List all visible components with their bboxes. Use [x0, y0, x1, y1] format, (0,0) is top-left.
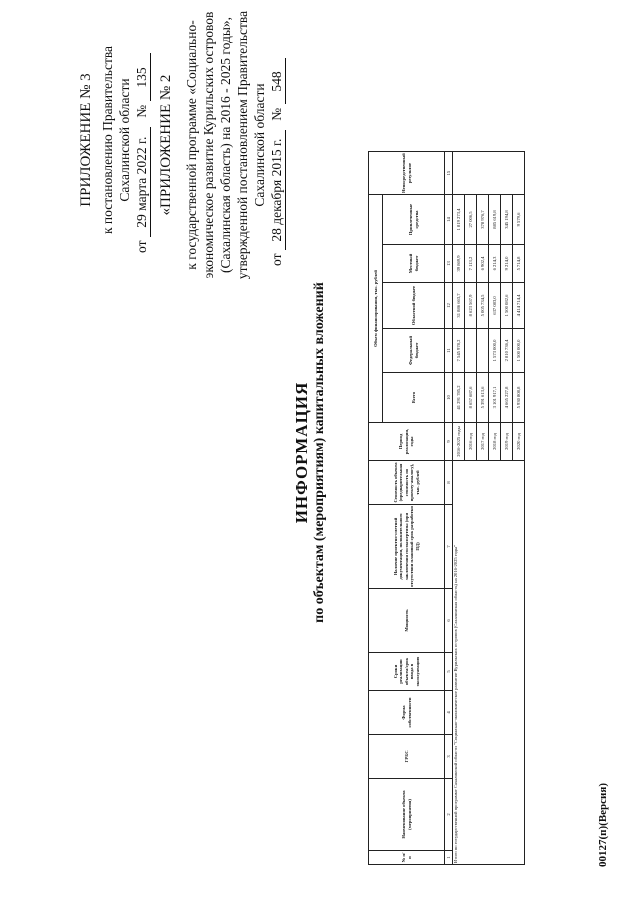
appendix-old-date: 28 декабря 2015 г.: [268, 130, 286, 250]
appendix-new-date: 29 марта 2022 г.: [133, 127, 151, 237]
row-private: 1 819 273,4: [453, 195, 465, 245]
row-local: 7 113,2: [465, 245, 477, 283]
col-number: 10: [445, 373, 453, 423]
row-private: 378 976,7: [477, 195, 489, 245]
row-regional: 1 500 082,6: [501, 283, 513, 329]
appendix-new-block: [78, 15, 151, 265]
row-local: 6 902,4: [477, 245, 489, 283]
row-total: 4 665 227,8: [501, 373, 513, 423]
row-regional: 5 005 734,5: [477, 283, 489, 329]
row-local: 39 869,9: [453, 245, 465, 283]
row-federal: 1 500 000,0: [513, 329, 525, 373]
appendix-old-line: Сахалинской области: [252, 83, 267, 207]
appendix-new-line2: Сахалинской области: [117, 78, 132, 202]
row-total: 5 930 808,8: [513, 373, 525, 423]
header-capacity: Мощность: [369, 589, 445, 653]
col-number: 3: [445, 735, 453, 779]
col-number: 15: [445, 152, 453, 195]
document-version-footnote: 00127(п)(Версия): [597, 783, 609, 867]
header-local: Местный бюджет: [383, 245, 445, 283]
row-total: 41 291 785,2: [453, 373, 465, 423]
col-number: 11: [445, 329, 453, 373]
appendix-old-from: от: [269, 253, 284, 266]
appendix-old-title: «ПРИЛОЖЕНИЕ № 2: [158, 74, 174, 216]
row-regional: 637 083,0: [489, 283, 501, 329]
row-period: 2016 год: [465, 423, 477, 461]
appendix-old-number: 548: [268, 59, 286, 105]
col-number: 4: [445, 691, 453, 735]
row-federal: [477, 329, 489, 373]
appendix-new-line1: к постановлению Правительства: [100, 45, 115, 235]
document-subtitle: по объектам (мероприятиям) капитальных вложений: [312, 282, 327, 623]
appendix-old-block: [158, 0, 286, 290]
header-regional: Областной бюджет: [383, 283, 445, 329]
header-result: Непосредственный результат: [369, 152, 445, 195]
header-terms: Сроки реализации объекта/срок ввода в эксплуатацию: [369, 653, 445, 691]
appendix-old-no: №: [269, 107, 284, 121]
row-private: 885 619,8: [489, 195, 501, 245]
header-period: Период реализации, годы: [369, 423, 445, 461]
col-number: 14: [445, 195, 453, 245]
appendix-new-number: 135: [133, 54, 151, 102]
program-total-label: Итого по государственной программе Сахалинской области "Социально-экономическое развитие Курильских островов (Сахалинская область) на 2016-2025 годы": [453, 461, 525, 865]
header-total: Всего: [383, 373, 445, 423]
row-private: 27 006,5: [465, 195, 477, 245]
row-period: 2019 год: [501, 423, 513, 461]
header-private: Привлеченные средства: [383, 195, 445, 245]
appendix-new-from: от: [134, 240, 149, 253]
header-federal: Федеральный бюджет: [383, 329, 445, 373]
row-period: 2020 год: [513, 423, 525, 461]
col-number: 2: [445, 779, 453, 851]
row-local: 9 214,0: [501, 245, 513, 283]
row-total: 5 391 613,6: [477, 373, 489, 423]
row-private: 9 579,6: [513, 195, 525, 245]
header-name: Наименование объекта (мероприятия): [369, 779, 445, 851]
row-period: 2016-2025 годы: [453, 423, 465, 461]
col-number: 9: [445, 423, 453, 461]
appendix-old-line: к государственной программе «Социально-: [184, 20, 199, 270]
header-design-docs: Наличие проектно-сметной документации, положительного заключения госэкспертизы (при отсутствии плановый срок разработки ПД): [369, 505, 445, 589]
header-grbs: ГРБС: [369, 735, 445, 779]
header-num: № п/п: [369, 851, 445, 865]
column-number-row: [445, 152, 453, 865]
row-result: [453, 152, 525, 195]
row-total: 8 657 687,6: [465, 373, 477, 423]
appendix-old-line: (Сахалинская область) на 2016 - 2025 годы»,: [218, 16, 233, 274]
row-federal: 2 810 736,4: [501, 329, 513, 373]
header-cost: Стоимость объекта (предварительная стоимость по проекту-аналогу), тыс. рублей: [369, 461, 445, 505]
col-number: 8: [445, 461, 453, 505]
row-federal: 7 545 978,2: [453, 329, 465, 373]
appendix-old-line: экономическое развитие Курильских островов: [201, 11, 216, 279]
row-local: 6 214,3: [489, 245, 501, 283]
row-regional: 4 414 714,4: [513, 283, 525, 329]
row-federal: 1 573 000,0: [489, 329, 501, 373]
header-funding-group: Объем финансирования, тыс. рублей: [369, 195, 383, 423]
row-private: 345 194,8: [501, 195, 513, 245]
document-title: ИНФОРМАЦИЯ: [292, 381, 311, 524]
row-period: 2018 год: [489, 423, 501, 461]
capital-investment-table: [368, 151, 525, 865]
row-regional: 31 886 663,7: [453, 283, 465, 329]
row-regional: 8 623 567,9: [465, 283, 477, 329]
row-local: 5 714,8: [513, 245, 525, 283]
appendix-new-no: №: [134, 104, 149, 118]
col-number: 5: [445, 653, 453, 691]
appendix-old-line: утвержденной постановлением Правительства: [235, 10, 250, 280]
row-total: 3 101 917,1: [489, 373, 501, 423]
col-number: 12: [445, 283, 453, 329]
row-federal: [465, 329, 477, 373]
header-ownership: Форма собственности: [369, 691, 445, 735]
table-row: [453, 152, 465, 865]
row-period: 2017 год: [477, 423, 489, 461]
col-number: 1: [445, 851, 453, 865]
col-number: 6: [445, 589, 453, 653]
col-number: 7: [445, 505, 453, 589]
col-number: 13: [445, 245, 453, 283]
appendix-new-title: ПРИЛОЖЕНИЕ № 3: [78, 73, 94, 207]
